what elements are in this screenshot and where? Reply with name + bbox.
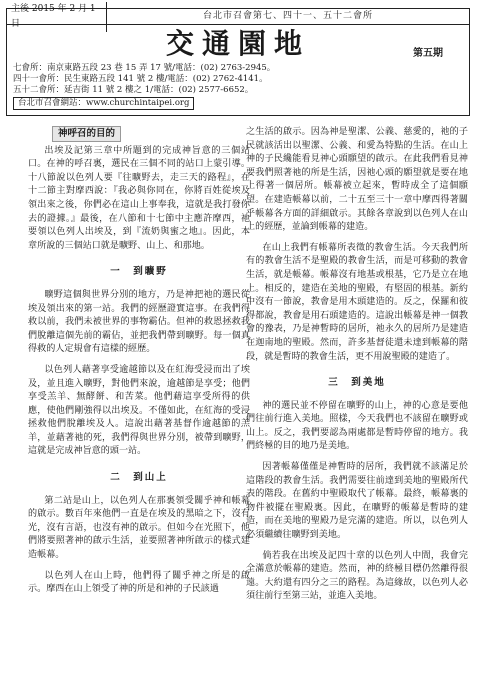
masthead-top-row — [7, 3, 469, 29]
section-3-title: 三 到美地 — [328, 377, 386, 389]
address-line-7: 七會所：南京東路五段 23 巷 15 弄 17 號/電話：(02) 2763-2945。 — [13, 63, 276, 73]
section-3-paragraph-3: 倘若我在出埃及記四十章的以色列人中間，我會完全滿意於帳幕的建造。然而，神的終極目標仍然離得很遠。大約還有四分之三的路程。為這緣故，以色列人必須往前行至第三站，並進入美地。 — [246, 550, 468, 602]
section-3-paragraph-1: 神的選民並不停留在曠野的山上，神的心意是要他們往前行進入美地。照樣，今天我們也不該留在曠野或山上。反之，我們要認為兩處都是暫時停留的地方。我們終極的目的地乃是美地。 — [246, 400, 468, 452]
issue-date: 主後 2015 年 2 月 1 日 — [7, 2, 107, 32]
tabernacle-paragraph: 在山上我們有帳幕所表徵的教會生活。今天我們所有的教會生活不是聖殿的教會生活，而是可移動的教會生活，就是帳幕。帳幕沒有地基或根基，它乃是立在地上。相反的，建造在美地的聖殿，有堅固的根基。新約中沒有一節說，教會是用木頭建造的。反之，保羅和彼得都說，教會是用石頭建造的。這說出帳幕是神一個教會的豫表，乃是神暫時的居所，祂永久的居所乃是建造在迦南地的聖殿。然而，許多基督徒還未達到帳幕的階段，就是暫時的教會生活，更不用說聖殿的建造了。 — [246, 242, 468, 362]
section-1-title: 一 到曠野 — [110, 266, 168, 278]
address-block — [7, 63, 469, 110]
section-1-paragraph-2: 以色列人藉著享受逾越節以及在紅海受浸而出了埃及，並且進入曠野，對他們來說，逾越節是享受；他們享受羔羊、無酵餅、和苦菜。他們藉這享受所得的供應，使他們剛強得以出埃及。不僅如此，在紅海的受浸拯救他們脫離埃及人。這說出藉著基督作逾越節的羔羊，並藉著祂的死，我們得與世界分別，被帶到曠野，這就是完成神旨意的頭一站。 — [28, 364, 250, 457]
address-line-52: 五十二會所：延吉街 11 號 2 樓之 1/電話：(02) 2577-6652。 — [13, 85, 254, 95]
section-2-paragraph-1: 第二站是山上，以色列人在那裏領受關乎神和帳幕的啟示。數百年來他們一直是在埃及的黑暗之下，沒有光，沒有言語，也沒有神的啟示。但如今在光照下，他們將要照著神的啟示生活，並要照著神所啟示的樣式建造帳幕。 — [28, 495, 250, 561]
article-title: 神呼召的目的 — [52, 126, 121, 142]
newsletter-title: 交通園地 — [165, 27, 310, 60]
continued-paragraph: 之生活的啟示。因為神是聖潔、公義、慈愛的，祂的子民就該活出以聖潔、公義、和愛為特點的生活。在山上神的子民纔能看見神心頭願望的啟示。在此我們看見神要我們照著祂的所是生活，因祂心頭的願望就是要在地上得著一個居所。帳幕被立起來，暫時成全了這個願望。在建造帳幕以前，二十五至三十一章中摩西得著關乎帳幕各方面的詳細啟示。其餘各章說到以色列人在山上的經歷，並論到帳幕的建造。 — [246, 127, 468, 233]
intro-paragraph: 出埃及記第三章中所題到的完成神旨意的三個站口。在神的呼召裏，選民在三個不同的站口上蒙引導。十八節說以色列人要『往曠野去，走三天的路程』，在十二節主對摩西說：『我必與你同在，你將百姓從埃及領出來之後，你們必在這山上事奉我，這就是我打發你去的證據。』最後，在八節和十七節中主應許摩西，祂要領以色列人出埃及，到『流奶與蜜之地』。因此，本章所說的三個站口就是曠野、山上、和那地。 — [28, 145, 250, 251]
left-column — [28, 126, 250, 604]
issue-number: 第五期 — [413, 48, 443, 59]
section-2-paragraph-2: 以色列人在山上時，他們得了關乎神之所是的啟示。摩西在山上領受了神的所是和神的子民該過 — [28, 570, 250, 595]
address-line-41: 四十一會所：民生東路五段 141 號 2 樓/電話：(02) 2762-4141。 — [13, 74, 268, 84]
masthead-title-row — [7, 25, 469, 63]
church-names: 台北市召會第七、四十一、五十二會所 — [202, 11, 373, 21]
section-3-paragraph-2: 因著帳幕僅僅是神暫時的居所，我們就不該滿足於這階段的教會生活。我們需要往前達到美地的聖殿所代表的階段。在舊約中聖殿取代了帳幕。最終，帳幕裏的物件被擺在聖殿裏。因此，在曠野的帳幕是暫時的建造，而在美地的聖殿乃是完滿的建造。所以，以色列人必須繼續往曠野到美地。 — [246, 462, 468, 541]
website-link[interactable]: 台北市召會網站：www.churchintaipei.org — [13, 97, 194, 110]
masthead — [6, 3, 470, 116]
right-column — [246, 126, 468, 611]
section-2-title: 二 到山上 — [110, 472, 168, 484]
section-1-paragraph-1: 曠野這個與世界分別的地方，乃是神把祂的選民從埃及領出來的第一站。我們的經歷證實這事。在我們得救以前，我們未被世界的事物霸佔。但神的救恩拯救我們脫離這個先前的霸佔，並把我們帶到曠野。每一個真得救的人定規會有這樣的經歷。 — [28, 289, 250, 355]
